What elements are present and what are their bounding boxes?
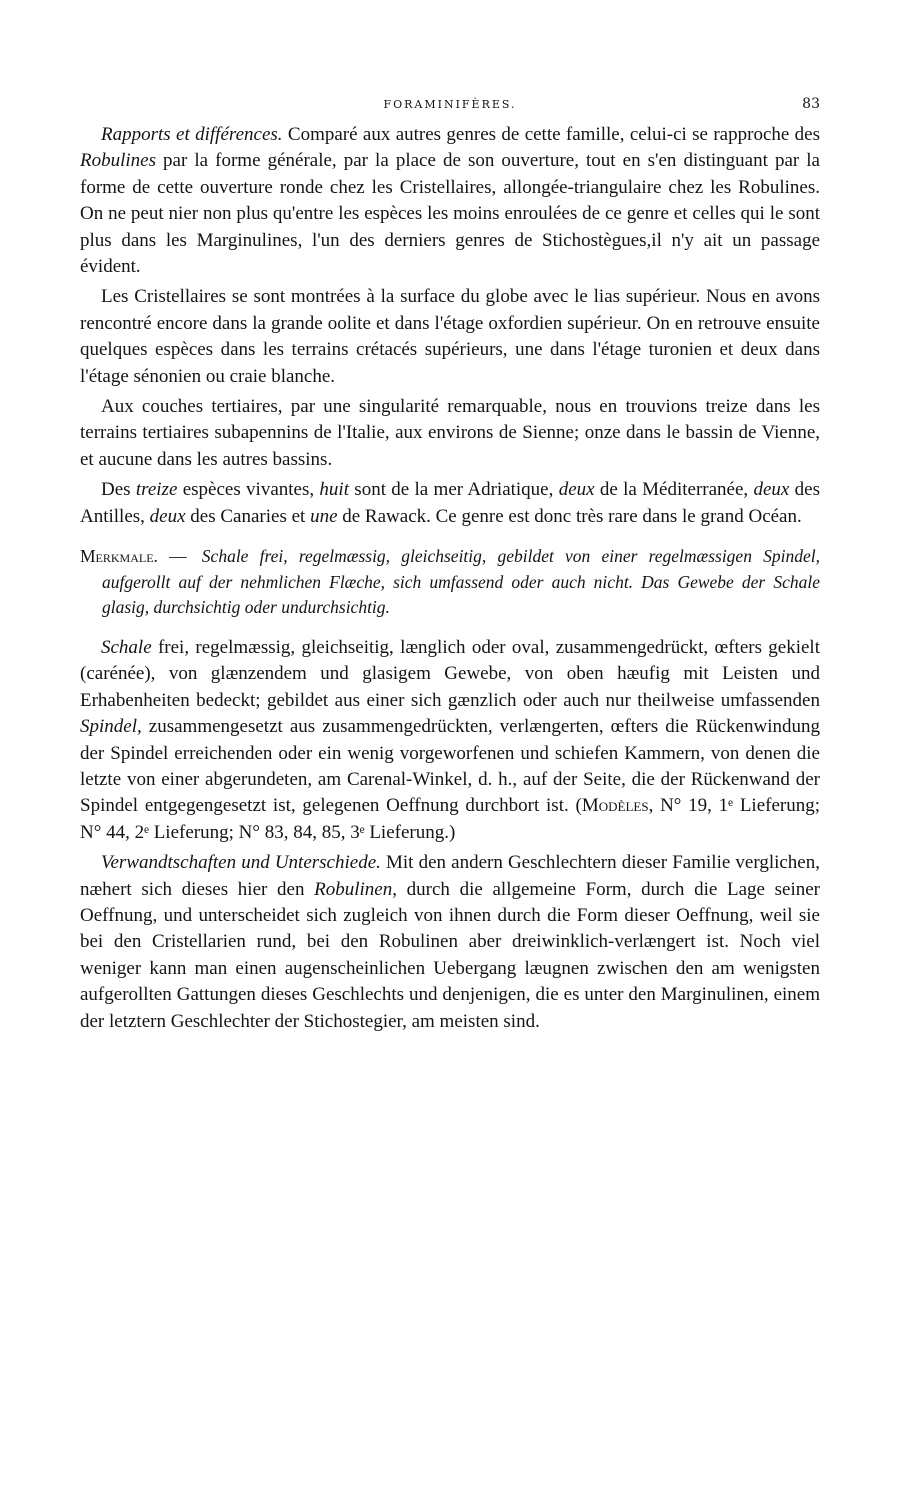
italic-term: une xyxy=(310,505,338,527)
merkmale-dash: — xyxy=(157,546,198,567)
paragraph-rapports xyxy=(80,122,820,280)
text-run: Comparé aux autres genres de cette famille, celui-ci se rapproche des xyxy=(282,124,821,145)
paragraph-tertiary: Aux couches tertiaires, par une singularité remarquable, nous en trouvions treize dans les terrains tertiaires subapennins de l'Italie, aux environs de Sienne; onze dans le bassin de Vienne, et aucune dans les autres bassins. xyxy=(80,396,820,470)
running-head xyxy=(80,96,820,116)
italic-term: Spindel, xyxy=(80,716,142,738)
paragraph-schale xyxy=(80,635,820,846)
smallcaps-term: Modèles xyxy=(581,795,649,817)
italic-term: deux xyxy=(753,479,790,501)
text-run: Mit den andern Geschlechtern dieser Familie verglichen, næhert sich dieses hier den xyxy=(80,852,820,900)
text-run: des Canaries et xyxy=(185,505,311,527)
text-run: sont de la mer Adriatique, xyxy=(348,479,559,501)
italic-term: deux xyxy=(558,479,595,501)
merkmale-text: Schale frei, regelmæssig, gleichseitig, gebildet von einer regelmæssigen Spindel, aufgerollt auf der nehmlichen Flæche, sich umfassend oder auch nicht. Das Gewebe der Schale glasig, durchsichtig oder undurchsichtig. xyxy=(102,546,820,618)
text-run: de Rawack. Ce genre est donc très rare dans le grand Océan. xyxy=(337,505,802,527)
page-number: 83 xyxy=(802,96,820,112)
text-run: des Antilles, xyxy=(80,479,821,527)
body-text xyxy=(80,122,820,1039)
italic-term: treize xyxy=(135,479,178,501)
text-run: frei, regelmæssig, gleichseitig, længlich oder oval, zusammengedrückt, œfters gekielt (carénée), von glænzendem und glasigem Gewebe, von oben hæufig mit Leisten und Erhabenheiten bedeckt; gebildet aus einer sich gænzlich oder auch nur theilweise umfassenden xyxy=(80,636,820,711)
merkmale-label: Merkmale. xyxy=(80,546,158,567)
italic-term: deux xyxy=(149,505,186,527)
paragraph-living-species xyxy=(80,477,820,530)
text-run: Des xyxy=(101,479,136,501)
merkmale-summary xyxy=(80,544,820,621)
running-title: FORAMINIFÈRES. xyxy=(383,98,517,111)
italic-term: Schale xyxy=(101,636,152,658)
text-run: , N° 19, 1ᵉ Lieferung; N° 44, 2ᵉ Lieferung; N° 83, 84, 85, 3ᵉ Lieferung.) xyxy=(80,795,820,843)
text-run: espèces vivantes, xyxy=(177,479,320,501)
merkmale-lead xyxy=(80,546,198,566)
italic-term: Robulines xyxy=(80,150,156,172)
paragraph-lead: Rapports et différences. xyxy=(101,124,283,145)
text-run: zusammengesetzt aus zusammengedrückten, verlængerten, œfters die Rückenwindung der Spindel erreichenden oder ein wenig vorgeworfenen und schiefen Kammern, von denen die letzte von einer abgerundeten, am Carenal-Winkel, d. h., auf der Seite, die der Rückenwand der Spindel entgegengesetzt ist, gelegenen Oeffnung durchbort ist. ( xyxy=(80,716,820,817)
italic-term: Robulinen xyxy=(314,878,393,900)
text-run: , durch die allgemeine Form, durch die Lage seiner Oeffnung, und unterscheidet sich zugleich von ihnen durch die Form dieser Oeffnung, weil sie bei den Cristellarien rund, bei den Robulinen aber dreiwinklich-verlængert ist. Noch viel weniger kann man einen augenscheinlichen Uebergang læugnen zwischen den am wenigsten aufgerollten Gattungen dieses Geschlechts und denjenigen, die es unter den Marginulinen, einem der letztern Geschlechter der Stichostegier, am meisten sind. xyxy=(80,878,820,1032)
text-run: par la forme générale, par la place de son ouverture, tout en s'en distinguant par la forme de cette ouverture ronde chez les Cristellaires, allongée-triangulaire chez les Robulines. On ne peut nier non plus qu'entre les espèces les moins enroulées de ce genre et celles qui le sont plus dans les Marginulines, l'un des derniers genres de Stichostègues,il n'y ait un passage évident. xyxy=(80,150,820,278)
italic-term: huit xyxy=(319,479,349,501)
paragraph-verwandtschaften xyxy=(80,850,820,1035)
paragraph-stratigraphy: Les Cristellaires se sont montrées à la surface du globe avec le lias supérieur. Nous en avons rencontré encore dans la grande oolite et dans l'étage oxfordien supérieur. On en retrouve ensuite quelques espèces dans les terrains crétacés supérieurs, une dans l'étage turonien et deux dans l'étage sénonien ou craie blanche. xyxy=(80,286,820,387)
text-run: de la Méditerranée, xyxy=(594,479,754,501)
paragraph-lead: Verwandtschaften und Unterschiede. xyxy=(101,852,381,874)
